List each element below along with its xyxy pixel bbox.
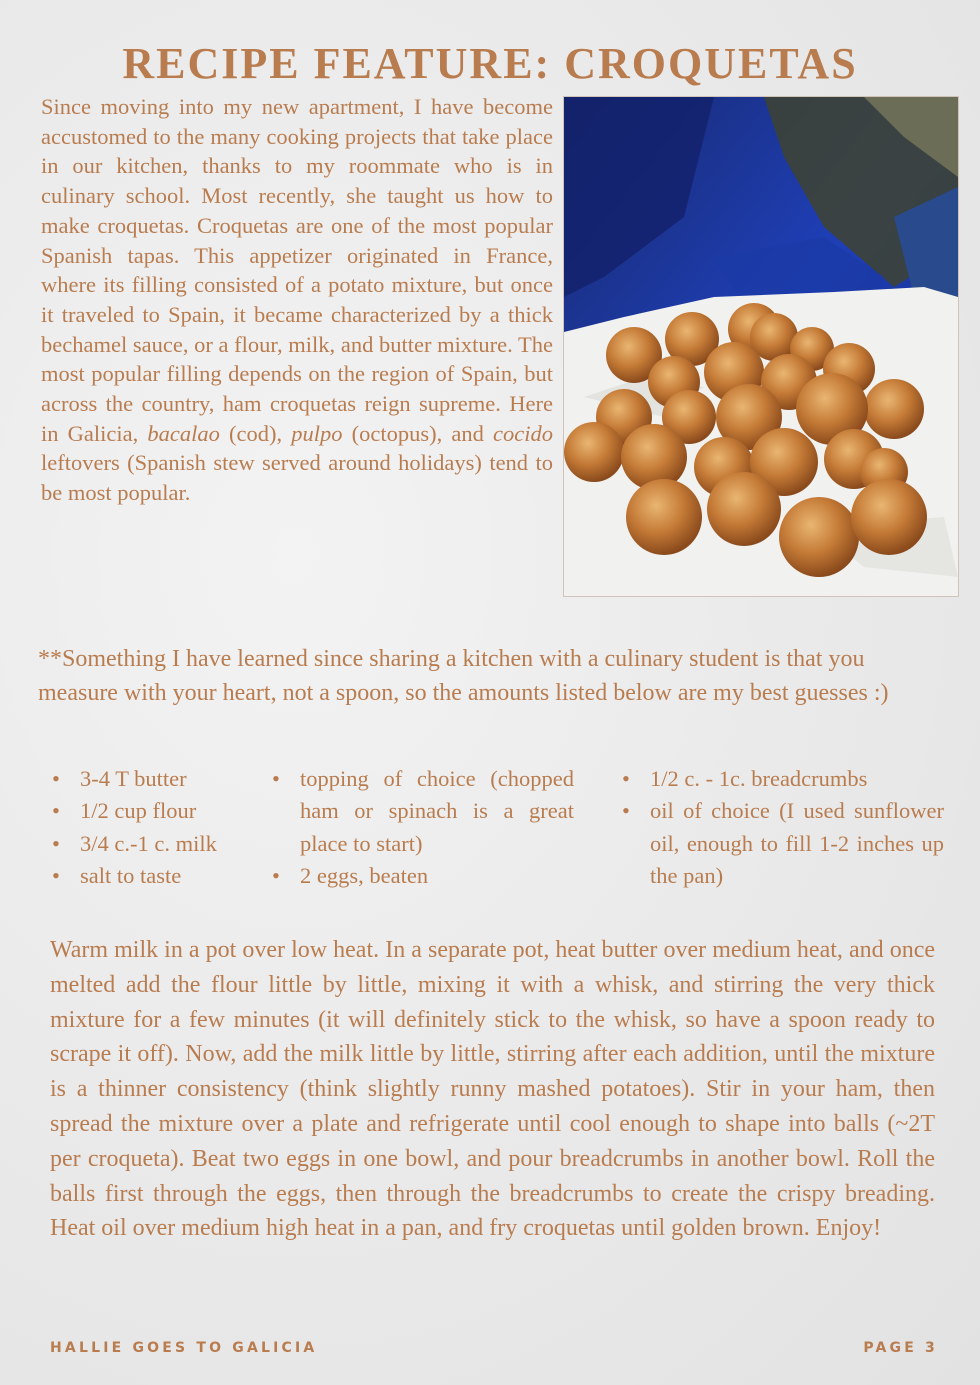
ingredient-item: • 2 eggs, beaten [272,860,574,892]
croquetas-photo [563,96,959,597]
intro-text-2: (cod), [219,420,292,446]
ingredients-column-1 [52,763,232,892]
ingredient-item: • 3/4 c.-1 c. milk [52,828,232,860]
intro-text-1: Since moving into my new apartment, I have become accustomed to the many cooking projects that take place in our kitchen, thanks to my roommate who is in culinary school. Most recently, she taught us how to make croquetas. Croquetas are one of the most popular Spanish tapas. This appetizer originated in France, where its filling consisted of a potato mixture, but once it traveled to Spain, it became characterized by a thick bechamel sauce, or a flour, milk, and butter mixture. The most popular filling depends on the region of Spain, but across the country, ham croquetas reign supreme. Here in Galicia, [41,94,553,446]
ingredient-item: • 3-4 T butter [52,763,232,795]
footer-page-number: PAGE 3 [863,1340,938,1356]
intro-italic-bacalao: bacalao [147,420,220,446]
intro-text-4: leftovers (Spanish stew served around holidays) tend to be most popular. [41,450,553,506]
intro-paragraph [41,92,553,508]
page-title: RECIPE FEATURE: CROQUETAS [122,39,858,88]
intro-italic-pulpo: pulpo [291,420,343,446]
ingredient-item: • 1/2 c. - 1c. breadcrumbs [622,763,944,795]
ingredients-column-2 [272,763,574,892]
intro-text-3: (octopus), and [342,420,494,446]
ingredient-item: • oil of choice (I used sunflower oil, enough to fill 1-2 inches up the pan) [622,795,944,892]
ingredients-column-3 [622,763,944,892]
ingredient-item: • salt to taste [52,860,232,892]
measuring-note: **Something I have learned since sharing a kitchen with a culinary student is that you measure with your heart, not a spoon, so the amounts listed below are my best guesses :) [38,646,889,706]
ingredient-item: • 1/2 cup flour [52,795,232,827]
ingredient-item: • topping of choice (chopped ham or spinach is a great place to start) [272,763,574,860]
intro-italic-cocido: cocido [493,420,553,446]
recipe-instructions: Warm milk in a pot over low heat. In a separate pot, heat butter over medium heat, and once melted add the flour little by little, mixing it with a whisk, and stirring the very thick mixture for a few minutes (it will definitely stick to the whisk, so have a spoon ready to scrape it off). Now, add the milk little by little, stirring after each addition, until the mixture is a thinner consistency (think slightly runny mashed potatoes). Stir in your ham, then spread the mixture over a plate and refrigerate until cool enough to shape into balls (~2T per croqueta). Beat two eggs in one bowl, and pour breadcrumbs in another bowl. Roll the balls first through the eggs, then through the breadcrumbs to create the crispy breading. Heat oil over medium high heat in a pan, and fry croquetas until golden brown. Enjoy! [50,937,935,1242]
footer-publication-name: HALLIE GOES TO GALICIA [50,1340,318,1356]
